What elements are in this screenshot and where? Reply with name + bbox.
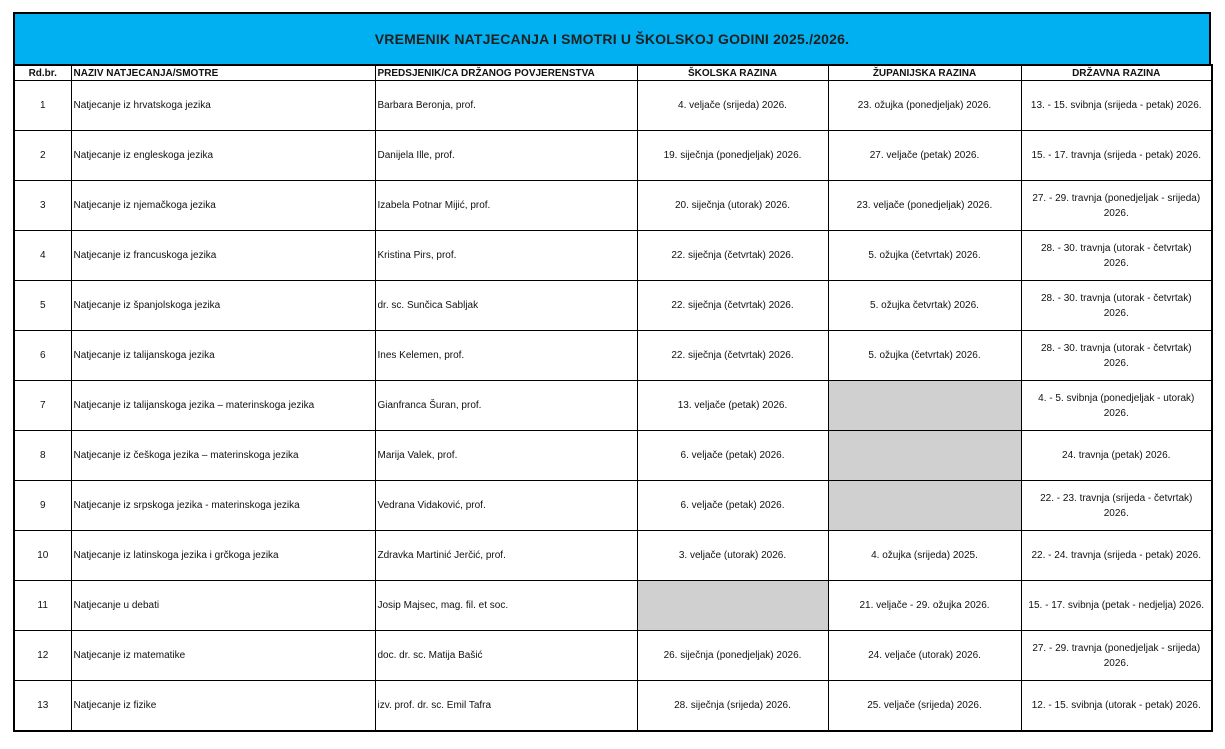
- school-level-date: 26. siječnja (ponedjeljak) 2026.: [637, 631, 828, 681]
- competition-name: Natjecanje iz hrvatskoga jezika: [71, 81, 375, 131]
- table-row: [14, 581, 1212, 631]
- state-level-date: 28. - 30. travnja (utorak - četvrtak) 2026.: [1021, 281, 1212, 331]
- table-row: [14, 131, 1212, 181]
- state-level-date: 28. - 30. travnja (utorak - četvrtak) 2026.: [1021, 331, 1212, 381]
- table-row: [14, 331, 1212, 381]
- competition-name: Natjecanje iz češkoga jezika – materinskoga jezika: [71, 431, 375, 481]
- county-level-date: 21. veljače - 29. ožujka 2026.: [828, 581, 1021, 631]
- county-level-empty: [828, 481, 1021, 531]
- state-level-date: 13. - 15. svibnja (srijeda - petak) 2026.: [1021, 81, 1212, 131]
- committee-chair: Vedrana Vidaković, prof.: [375, 481, 637, 531]
- county-level-date: 24. veljače (utorak) 2026.: [828, 631, 1021, 681]
- header-row: [14, 65, 1212, 81]
- table-row: [14, 431, 1212, 481]
- committee-chair: Gianfranca Šuran, prof.: [375, 381, 637, 431]
- school-level-date: 28. siječnja (srijeda) 2026.: [637, 681, 828, 732]
- table-row: [14, 531, 1212, 581]
- county-level-empty: [828, 431, 1021, 481]
- county-level-date: 25. veljače (srijeda) 2026.: [828, 681, 1021, 732]
- competition-name: Natjecanje iz engleskoga jezika: [71, 131, 375, 181]
- header-chair: PREDSJENIK/CA DRŽANOG POVJERENSTVA: [375, 65, 637, 81]
- competition-name: Natjecanje iz njemačkoga jezika: [71, 181, 375, 231]
- county-level-date: 5. ožujka četvrtak) 2026.: [828, 281, 1021, 331]
- competition-name: Natjecanje u debati: [71, 581, 375, 631]
- committee-chair: Zdravka Martinić Jerčić, prof.: [375, 531, 637, 581]
- county-level-date: 5. ožujka (četvrtak) 2026.: [828, 231, 1021, 281]
- competition-name: Natjecanje iz fizike: [71, 681, 375, 732]
- row-number: 11: [14, 581, 71, 631]
- row-number: 1: [14, 81, 71, 131]
- county-level-date: 5. ožujka (četvrtak) 2026.: [828, 331, 1021, 381]
- committee-chair: Danijela Ille, prof.: [375, 131, 637, 181]
- county-level-date: 23. veljače (ponedjeljak) 2026.: [828, 181, 1021, 231]
- header-county-level: ŽUPANIJSKA RAZINA: [828, 65, 1021, 81]
- committee-chair: Josip Majsec, mag. fil. et soc.: [375, 581, 637, 631]
- row-number: 3: [14, 181, 71, 231]
- state-level-date: 24. travnja (petak) 2026.: [1021, 431, 1212, 481]
- committee-chair: Ines Kelemen, prof.: [375, 331, 637, 381]
- table-row: [14, 681, 1212, 732]
- row-number: 12: [14, 631, 71, 681]
- row-number: 2: [14, 131, 71, 181]
- school-level-date: 20. siječnja (utorak) 2026.: [637, 181, 828, 231]
- county-level-date: 23. ožujka (ponedjeljak) 2026.: [828, 81, 1021, 131]
- committee-chair: Izabela Potnar Mijić, prof.: [375, 181, 637, 231]
- state-level-date: 4. - 5. svibnja (ponedjeljak - utorak) 2026.: [1021, 381, 1212, 431]
- state-level-date: 27. - 29. travnja (ponedjeljak - srijeda) 2026.: [1021, 631, 1212, 681]
- school-level-date: 19. siječnja (ponedjeljak) 2026.: [637, 131, 828, 181]
- table-row: [14, 481, 1212, 531]
- row-number: 13: [14, 681, 71, 732]
- table-row: [14, 81, 1212, 131]
- competition-name: Natjecanje iz srpskoga jezika - materinskoga jezika: [71, 481, 375, 531]
- table-row: [14, 631, 1212, 681]
- header-name: NAZIV NATJECANJA/SMOTRE: [71, 65, 375, 81]
- state-level-date: 22. - 23. travnja (srijeda - četvrtak) 2026.: [1021, 481, 1212, 531]
- state-level-date: 22. - 24. travnja (srijeda - petak) 2026.: [1021, 531, 1212, 581]
- schedule-table: [13, 64, 1213, 732]
- page-title: VREMENIK NATJECANJA I SMOTRI U ŠKOLSKOJ GODINI 2025./2026.: [13, 12, 1211, 64]
- competition-name: Natjecanje iz talijanskoga jezika: [71, 331, 375, 381]
- competition-name: Natjecanje iz španjolskoga jezika: [71, 281, 375, 331]
- header-school-level: ŠKOLSKA RAZINA: [637, 65, 828, 81]
- row-number: 10: [14, 531, 71, 581]
- table-row: [14, 281, 1212, 331]
- row-number: 4: [14, 231, 71, 281]
- row-number: 6: [14, 331, 71, 381]
- county-level-empty: [828, 381, 1021, 431]
- state-level-date: 12. - 15. svibnja (utorak - petak) 2026.: [1021, 681, 1212, 732]
- county-level-date: 27. veljače (petak) 2026.: [828, 131, 1021, 181]
- school-level-date: 22. siječnja (četvrtak) 2026.: [637, 231, 828, 281]
- table-row: [14, 381, 1212, 431]
- schedule-sheet: [13, 12, 1211, 732]
- school-level-date: 6. veljače (petak) 2026.: [637, 431, 828, 481]
- state-level-date: 15. - 17. svibnja (petak - nedjelja) 2026.: [1021, 581, 1212, 631]
- committee-chair: Barbara Beronja, prof.: [375, 81, 637, 131]
- table-row: [14, 181, 1212, 231]
- school-level-date: 22. siječnja (četvrtak) 2026.: [637, 331, 828, 381]
- committee-chair: izv. prof. dr. sc. Emil Tafra: [375, 681, 637, 732]
- state-level-date: 27. - 29. travnja (ponedjeljak - srijeda) 2026.: [1021, 181, 1212, 231]
- row-number: 8: [14, 431, 71, 481]
- header-state-level: DRŽAVNA RAZINA: [1021, 65, 1212, 81]
- county-level-date: 4. ožujka (srijeda) 2025.: [828, 531, 1021, 581]
- committee-chair: Marija Valek, prof.: [375, 431, 637, 481]
- committee-chair: dr. sc. Sunčica Sabljak: [375, 281, 637, 331]
- competition-name: Natjecanje iz talijanskoga jezika – materinskoga jezika: [71, 381, 375, 431]
- state-level-date: 28. - 30. travnja (utorak - četvrtak) 2026.: [1021, 231, 1212, 281]
- row-number: 7: [14, 381, 71, 431]
- table-row: [14, 231, 1212, 281]
- school-level-date: 13. veljače (petak) 2026.: [637, 381, 828, 431]
- committee-chair: doc. dr. sc. Matija Bašić: [375, 631, 637, 681]
- school-level-date: 3. veljače (utorak) 2026.: [637, 531, 828, 581]
- header-rb: Rd.br.: [14, 65, 71, 81]
- committee-chair: Kristina Pirs, prof.: [375, 231, 637, 281]
- school-level-date: 6. veljače (petak) 2026.: [637, 481, 828, 531]
- school-level-empty: [637, 581, 828, 631]
- competition-name: Natjecanje iz latinskoga jezika i grčkoga jezika: [71, 531, 375, 581]
- competition-name: Natjecanje iz francuskoga jezika: [71, 231, 375, 281]
- competition-name: Natjecanje iz matematike: [71, 631, 375, 681]
- school-level-date: 4. veljače (srijeda) 2026.: [637, 81, 828, 131]
- row-number: 5: [14, 281, 71, 331]
- state-level-date: 15. - 17. travnja (srijeda - petak) 2026.: [1021, 131, 1212, 181]
- row-number: 9: [14, 481, 71, 531]
- school-level-date: 22. siječnja (četvrtak) 2026.: [637, 281, 828, 331]
